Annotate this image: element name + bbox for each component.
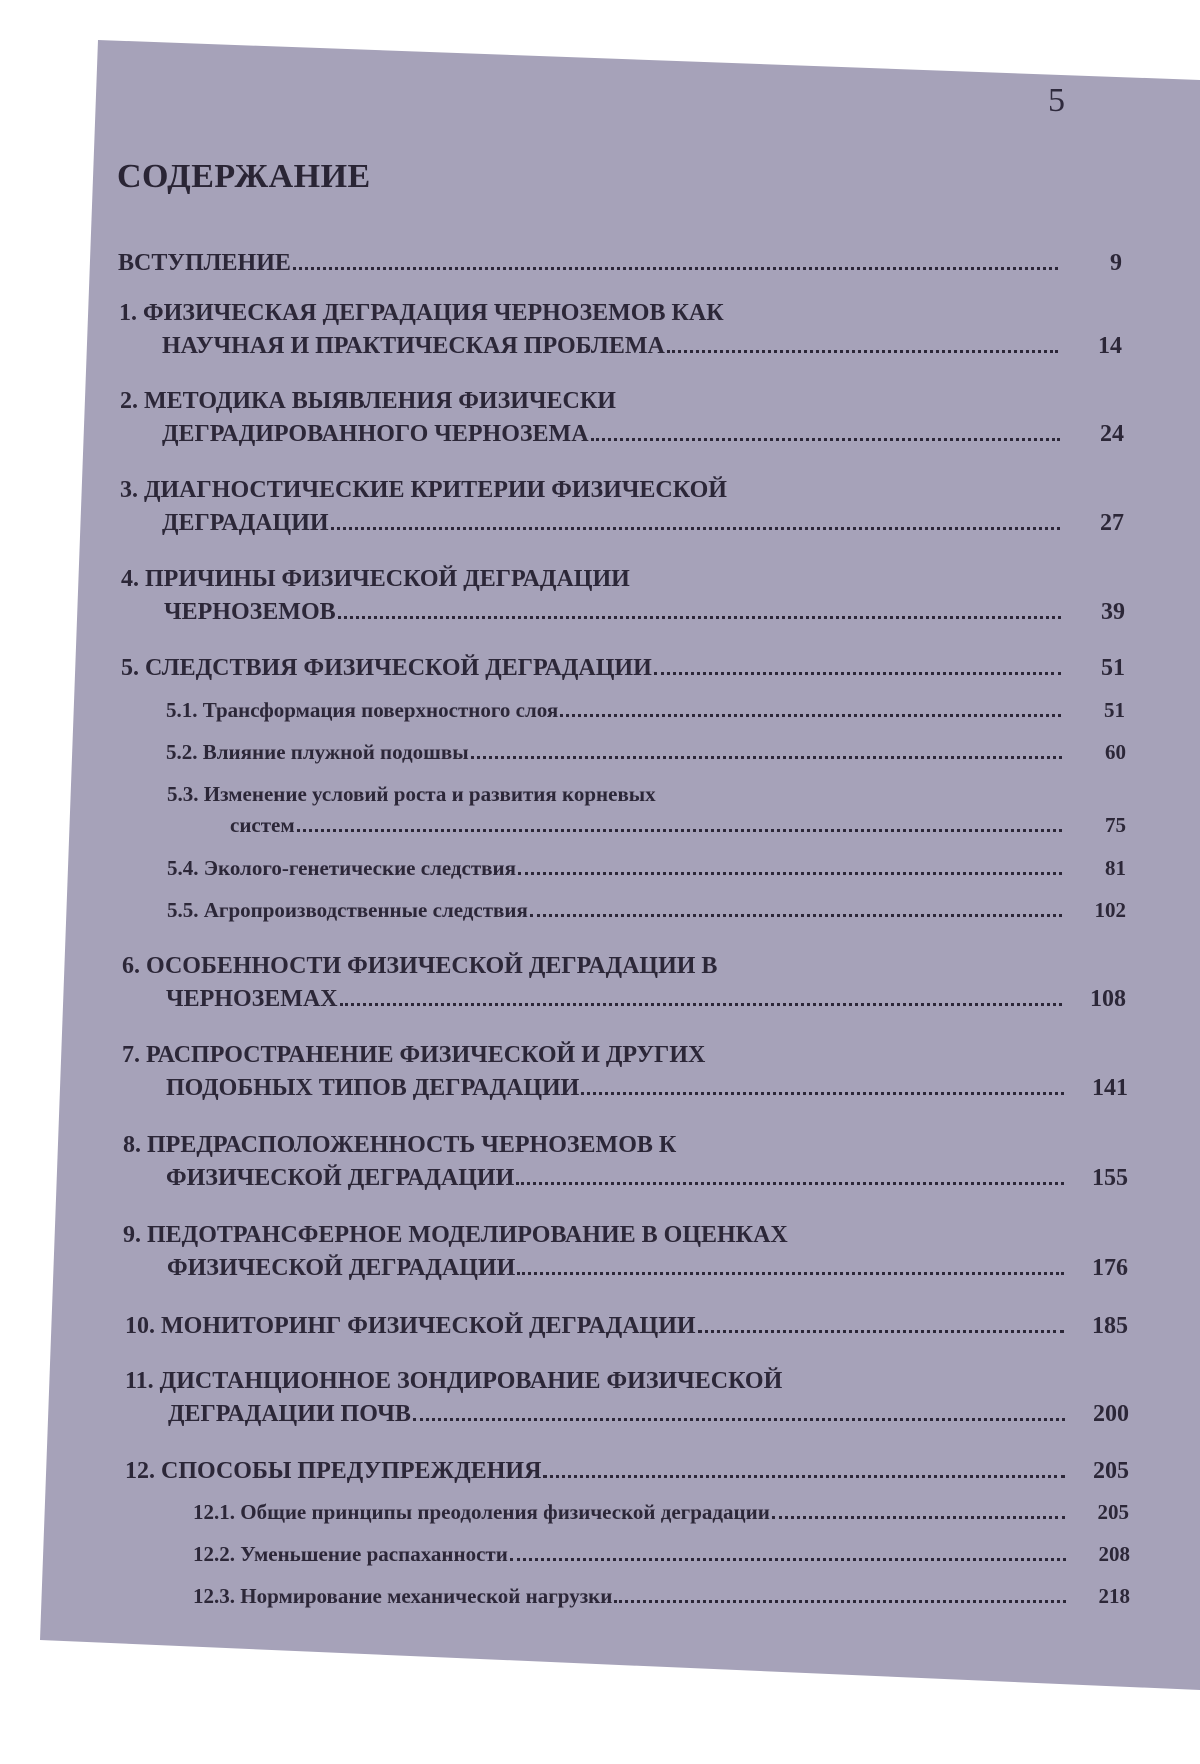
dot-leader: [331, 527, 1060, 530]
toc-entry-text: 3. ДИАГНОСТИЧЕСКИЕ КРИТЕРИИ ФИЗИЧЕСКОЙ: [120, 477, 727, 503]
toc-entry-text: 6. ОСОБЕННОСТИ ФИЗИЧЕСКОЙ ДЕГРАДАЦИИ В: [122, 953, 718, 979]
dot-leader: [518, 872, 1062, 875]
toc-entry: [0, 250, 1200, 277]
toc-entry: [0, 1458, 1200, 1485]
toc-entry: [0, 740, 1200, 765]
toc-entry: [0, 477, 1200, 537]
toc-page-number: 27: [1100, 510, 1124, 536]
page-number: 5: [1048, 82, 1065, 119]
toc-entry-text: 5.4. Эколого-генетические следствия: [167, 856, 516, 880]
dot-leader: [560, 714, 1061, 717]
toc-entry: [0, 1500, 1200, 1525]
toc-entry-text: ВСТУПЛЕНИЕ: [118, 250, 291, 276]
toc-entry: [0, 698, 1200, 723]
toc-entry-text: ЧЕРНОЗЕМАХ: [166, 986, 338, 1012]
toc-entry-text: ДЕГРАДАЦИИ ПОЧВ: [168, 1401, 411, 1427]
dot-leader: [471, 756, 1062, 759]
toc-title: СОДЕРЖАНИЕ: [117, 158, 371, 195]
toc-page-number: 200: [1093, 1401, 1129, 1427]
dot-leader: [614, 1600, 1066, 1603]
toc-entry-text: 5.5. Агропроизводственные следствия: [167, 898, 528, 922]
toc-page-number: 108: [1090, 986, 1126, 1012]
dot-leader: [654, 672, 1061, 675]
toc-page-number: 205: [1093, 1458, 1129, 1484]
toc-page-number: 51: [1101, 655, 1125, 681]
toc-entry-text: 5.1. Трансформация поверхностного слоя: [166, 698, 559, 722]
toc-entry-text: ФИЗИЧЕСКОЙ ДЕГРАДАЦИИ: [167, 1255, 516, 1281]
toc-entry: [0, 1542, 1200, 1567]
toc-entry: [0, 1222, 1200, 1282]
toc-entry: [0, 1584, 1200, 1609]
toc-entry: [0, 300, 1200, 360]
toc-page-number: 9: [1110, 250, 1122, 276]
toc-entry-text: 1. ФИЗИЧЕСКАЯ ДЕГРАДАЦИЯ ЧЕРНОЗЕМОВ КАК: [119, 300, 724, 326]
toc-entry: [0, 856, 1200, 881]
dot-leader: [297, 829, 1062, 832]
toc-entry-text: систем: [230, 813, 295, 837]
toc-page-number: 155: [1092, 1165, 1128, 1191]
toc-entry: [0, 1132, 1200, 1192]
toc-page-number: 39: [1101, 599, 1125, 625]
toc-entry-text: ПОДОБНЫХ ТИПОВ ДЕГРАДАЦИИ: [166, 1075, 580, 1101]
toc-entry-text: 10. МОНИТОРИНГ ФИЗИЧЕСКОЙ ДЕГРАДАЦИИ: [125, 1313, 696, 1339]
toc-page-number: 141: [1092, 1075, 1128, 1101]
toc-entry: [0, 1313, 1200, 1340]
toc-entry: [0, 1042, 1200, 1102]
toc-entry-text: ДЕГРАДИРОВАННОГО ЧЕРНОЗЕМА: [162, 421, 589, 447]
toc-entry-text: 12.1. Общие принципы преодоления физической деградации: [193, 1500, 770, 1524]
toc-entry-text: НАУЧНАЯ И ПРАКТИЧЕСКАЯ ПРОБЛЕМА: [162, 333, 665, 359]
toc-entry-text: 11. ДИСТАНЦИОННОЕ ЗОНДИРОВАНИЕ ФИЗИЧЕСКОЙ: [125, 1368, 783, 1394]
toc-entry: [0, 388, 1200, 448]
dot-leader: [667, 350, 1058, 353]
toc-entry-text: ФИЗИЧЕСКОЙ ДЕГРАДАЦИИ: [166, 1165, 515, 1191]
toc-page-number: 75: [1105, 813, 1126, 837]
toc-entry-text: 12.2. Уменьшение распаханности: [193, 1542, 508, 1566]
toc-page-number: 176: [1092, 1255, 1128, 1281]
dot-leader: [413, 1418, 1065, 1421]
dot-leader: [543, 1475, 1065, 1478]
toc-page-number: 208: [1098, 1542, 1130, 1566]
toc-entry: [0, 953, 1200, 1013]
dot-leader: [517, 1272, 1064, 1275]
dot-leader: [530, 914, 1062, 917]
toc-entry: [0, 782, 1200, 838]
toc-entry-text: 9. ПЕДОТРАНСФЕРНОЕ МОДЕЛИРОВАНИЕ В ОЦЕНКАХ: [123, 1222, 788, 1248]
toc-entry-text: 12.3. Нормирование механической нагрузки: [193, 1584, 613, 1608]
dot-leader: [581, 1092, 1064, 1095]
dot-leader: [293, 267, 1058, 270]
toc-page-number: 14: [1098, 333, 1122, 359]
dot-leader: [510, 1558, 1066, 1561]
toc-entry-text: 7. РАСПРОСТРАНЕНИЕ ФИЗИЧЕСКОЙ И ДРУГИХ: [122, 1042, 706, 1068]
dot-leader: [516, 1182, 1064, 1185]
toc-entry-text: 8. ПРЕДРАСПОЛОЖЕННОСТЬ ЧЕРНОЗЕМОВ К: [123, 1132, 677, 1158]
dot-leader: [698, 1330, 1064, 1333]
toc-entry-text: 5.3. Изменение условий роста и развития корневых: [167, 782, 656, 806]
toc-entry-text: 12. СПОСОБЫ ПРЕДУПРЕЖДЕНИЯ: [125, 1458, 542, 1484]
toc-entry-text: ДЕГРАДАЦИИ: [162, 510, 329, 536]
toc-entry-text: 5.2. Влияние плужной подошвы: [166, 740, 469, 764]
toc-page-number: 102: [1094, 898, 1126, 922]
toc-entry-text: 5. СЛЕДСТВИЯ ФИЗИЧЕСКОЙ ДЕГРАДАЦИИ: [121, 655, 652, 681]
toc-page-number: 185: [1092, 1313, 1128, 1339]
toc-page-number: 24: [1100, 421, 1124, 447]
toc-entry-text: 4. ПРИЧИНЫ ФИЗИЧЕСКОЙ ДЕГРАДАЦИИ: [121, 566, 630, 592]
dot-leader: [340, 1003, 1062, 1006]
dot-leader: [591, 438, 1060, 441]
toc-page-number: 60: [1105, 740, 1126, 764]
toc-page-number: 205: [1097, 1500, 1129, 1524]
dot-leader: [338, 616, 1061, 619]
toc-entry-text: ЧЕРНОЗЕМОВ: [164, 599, 336, 625]
toc-page-number: 51: [1104, 698, 1125, 722]
toc-entry: [0, 566, 1200, 626]
toc-page-number: 81: [1105, 856, 1126, 880]
toc-entry-text: 2. МЕТОДИКА ВЫЯВЛЕНИЯ ФИЗИЧЕСКИ: [120, 388, 616, 414]
toc-entry: [0, 1368, 1200, 1428]
toc-page-number: 218: [1098, 1584, 1130, 1608]
toc-entry: [0, 898, 1200, 923]
toc-entry: [0, 655, 1200, 682]
dot-leader: [772, 1516, 1065, 1519]
